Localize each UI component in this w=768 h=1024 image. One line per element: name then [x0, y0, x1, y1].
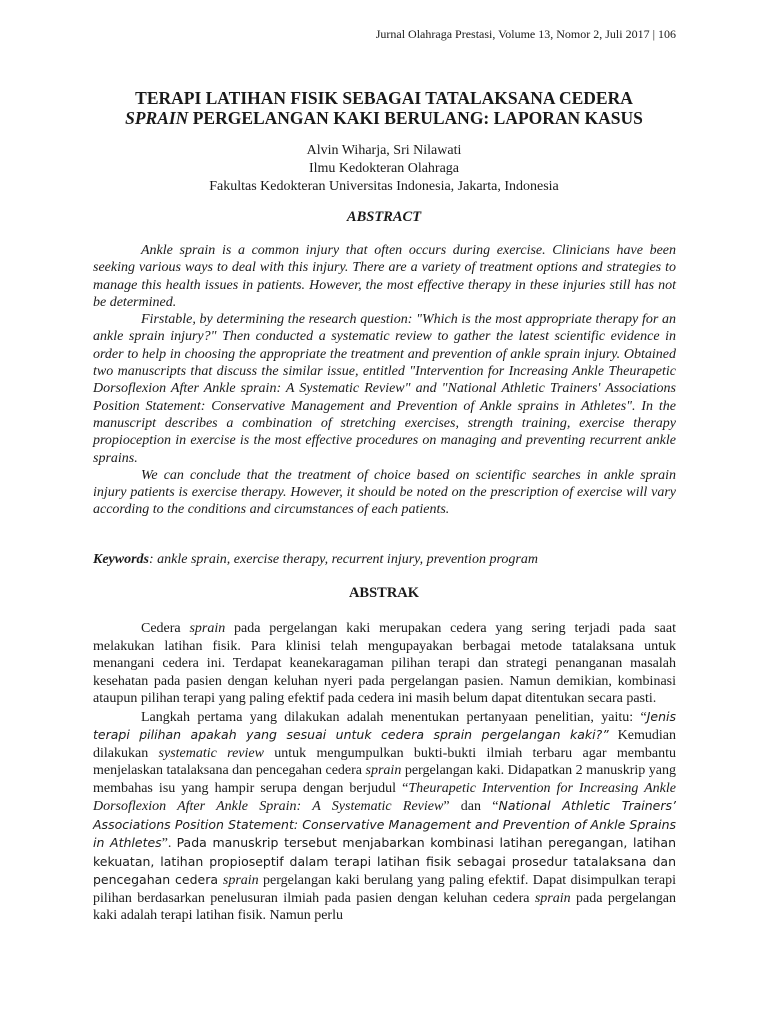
title-italic-word: SPRAIN [125, 108, 189, 128]
italic-title: National Athletic Trainers’ Associations Position Statement: Conservative Management and Prevention of Ankle Sprains in Athletes [93, 798, 676, 850]
text-span: pada pergelangan kaki adalah terapi latihan fisik. Namun perlu [93, 890, 676, 923]
italic-term: sprain [365, 763, 402, 778]
author-department: Ilmu Kedokteran Olahraga [308, 161, 460, 176]
italic-term: sprain [534, 890, 571, 906]
abstrak-paragraph [93, 620, 676, 708]
italic-title: Theurapetic Intervention for Increasing Ankle Dorsoflexion After Ankle Sprain: A Systematic Review [93, 780, 676, 814]
keywords-text: : ankle sprain, exercise therapy, recurrent injury, prevention program [149, 552, 538, 567]
author-names: Alvin Wiharja, Sri Nilawati [306, 143, 462, 158]
text-span: Cedera [141, 621, 190, 636]
text-span: pergelangan kaki berulang yang paling efektif. Dapat disimpulkan terapi pilihan berdasarkan penelusuran ilmiah pada pasien dengan keluhan cedera [93, 873, 676, 906]
italic-term: sprain [189, 621, 226, 636]
abstrak-heading: ABSTRAK [348, 585, 420, 601]
text-span: Langkah pertama yang dilakukan adalah menentukan pertanyaan penelitian, yaitu: “ [141, 709, 647, 725]
italic-question: Jenis terapi pilihan apakah yang sesuai untuk cedera sprain pergelangan kaki?” [93, 708, 676, 742]
text-span: Kemudian dilakukan [93, 728, 676, 761]
text-span: pada pergelangan kaki merupakan cedera yang sering terjadi pada saat melakukan latihan fisik. Para klinisi telah mengupayakan berbagai metode tatalaksana untuk menangani cedera ini. Terdapat keanekaragaman pilihan terapi dan strategi penanganan masalah kesehatan pada pasien dengan keluhan nyeri pada pergelangan pasien. Namun demikian, kombinasi ataupun pilihan terapi yang paling efektif pada cedera ini masih belum dapat ditentukan secara pasti. [93, 621, 676, 706]
italic-term: sprain [222, 873, 259, 888]
title-line-1: TERAPI LATIHAN FISIK SEBAGAI TATALAKSANA CEDERA [135, 88, 633, 108]
title-line-2-rest: PERGELANGAN KAKI BERULANG: LAPORAN KASUS [188, 108, 643, 128]
abstract-paragraph: We can conclude that the treatment of choice based on scientific searches in ankle sprain injury patients is exercise therapy. However, it should be noted on the prescription of exercise will vary according to the conditions and circumstances of each patients. [93, 467, 676, 518]
title-line-2 [0, 108, 768, 128]
abstract-english [93, 242, 676, 519]
paper-title [0, 88, 768, 128]
text-span: untuk mengumpulkan bukti-bukti ilmiah terbaru agar membantu menjelaskan tatalaksana dan pencegahan cedera [93, 745, 676, 778]
author-affiliation: Fakultas Kedokteran Universitas Indonesia, Jakarta, Indonesia [209, 179, 559, 194]
italic-term: systematic review [158, 745, 264, 761]
author-block [0, 142, 768, 196]
abstrak-indonesian [93, 620, 676, 925]
abstrak-paragraph [93, 708, 676, 925]
abstract-paragraph: Ankle sprain is a common injury that often occurs during exercise. Clinicians have been seeking various ways to deal with this injury. There are a variety of treatment options and strategies to manage this health issues in patients. However, the most effective therapy in these injuries still has not be determined. [93, 243, 676, 310]
text-span: ” dan “ [443, 799, 499, 814]
abstract-paragraph: Firstable, by determining the research question: "Which is the most appropriate therapy for an ankle sprain injury?" Then conducted a systematic review to gather the latest scientific evidence in order to help in choosing the appropriate the treatment and prevention of ankle sprain injury. Obtained two manuscripts that discuss the similar issue, entitled "Intervention for Increasing Ankle Theurapetic Dorsoflexion After Ankle sprain: A Systematic Review" and "National Athletic Trainers' Associations Position Statement: Conservative Management and Prevention of Ankle sprains in Athletes". In the manuscript describes a combination of stretching exercises, strength training, exercise therapy propioception in exercise is the most effective procedures on managing and preventing recurrent ankle sprains. [93, 312, 676, 466]
text-span: pergelangan kaki. Didapatkan 2 manuskrip yang membahas isu yang hampir serupa dengan berjudul “ [93, 763, 677, 796]
keywords [93, 552, 676, 568]
text-span: Pada manuskrip tersebut menjabarkan kombinasi latihan peregangan, latihan kekuatan, latihan propioseptif dalam terapi latihan fisik sebagai prosedur tatalaksana dan pencegahan cedera [93, 835, 677, 887]
abstract-heading: ABSTRACT [346, 209, 422, 225]
keywords-label: Keywords [93, 552, 149, 567]
text-span: ”. [161, 836, 177, 851]
running-header: Jurnal Olahraga Prestasi, Volume 13, Nomor 2, Juli 2017 | 106 [375, 27, 676, 41]
